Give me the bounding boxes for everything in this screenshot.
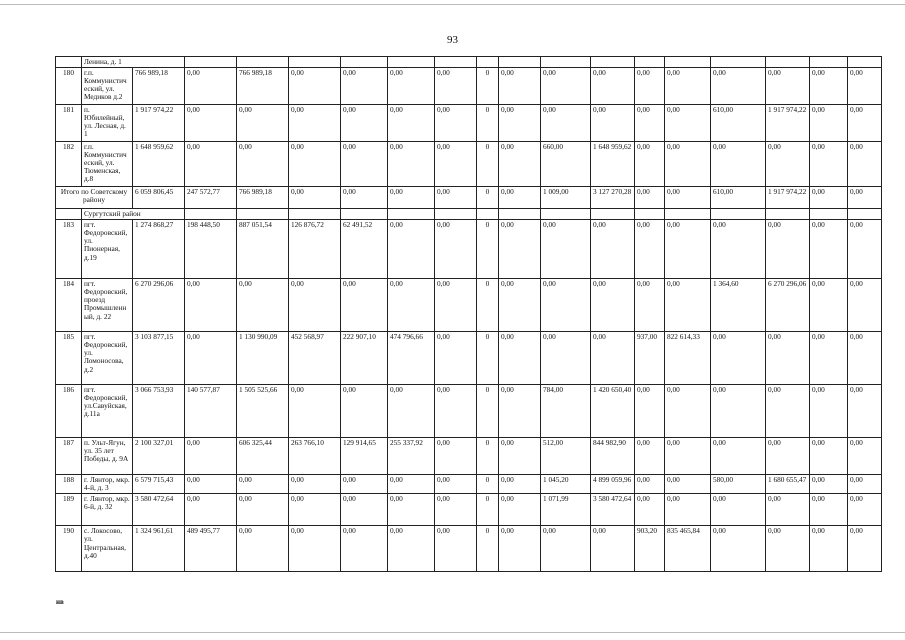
empty-cell bbox=[711, 209, 766, 220]
empty-cell bbox=[341, 209, 388, 220]
empty-cell bbox=[341, 57, 388, 68]
value-cell: 0,00 bbox=[541, 68, 591, 105]
value-cell: 0,00 bbox=[591, 279, 635, 332]
value-cell: 3 580 472,64 bbox=[133, 494, 185, 526]
empty-cell bbox=[388, 209, 435, 220]
value-cell: 0,00 bbox=[341, 187, 388, 209]
value-cell: 1 009,00 bbox=[541, 187, 591, 209]
value-cell: 0,00 bbox=[237, 142, 289, 187]
empty-cell bbox=[237, 57, 289, 68]
value-cell: 784,00 bbox=[541, 385, 591, 438]
table-row bbox=[56, 279, 882, 332]
address-cell: пгт. Федоровский, ул.Савуйская, д.11а bbox=[82, 385, 133, 438]
value-cell: 610,00 bbox=[711, 187, 766, 209]
value-cell: 610,00 bbox=[711, 105, 766, 142]
value-cell: 0,00 bbox=[289, 494, 341, 526]
empty-cell bbox=[388, 57, 435, 68]
value-cell: 0,00 bbox=[810, 187, 848, 209]
empty-cell bbox=[477, 209, 499, 220]
row-number: 180 bbox=[56, 68, 82, 105]
value-cell: 0,00 bbox=[766, 438, 810, 475]
table-row bbox=[56, 438, 882, 475]
value-cell: 0,00 bbox=[665, 475, 711, 494]
empty-cell bbox=[766, 209, 810, 220]
table-row bbox=[56, 142, 882, 187]
value-cell: 0,00 bbox=[289, 142, 341, 187]
value-cell: 0,00 bbox=[848, 438, 882, 475]
value-cell: 0,00 bbox=[388, 68, 435, 105]
empty-cell bbox=[435, 57, 477, 68]
value-cell: 0,00 bbox=[635, 220, 665, 279]
value-cell: 0,00 bbox=[848, 526, 882, 572]
value-cell: 0,00 bbox=[766, 332, 810, 385]
empty-cell bbox=[635, 57, 665, 68]
value-cell: 0,00 bbox=[848, 494, 882, 526]
value-cell: 887 051,54 bbox=[237, 220, 289, 279]
value-cell: 0,00 bbox=[635, 187, 665, 209]
value-cell: 0,00 bbox=[711, 438, 766, 475]
value-cell: 606 325,44 bbox=[237, 438, 289, 475]
value-cell: 0,00 bbox=[435, 187, 477, 209]
value-cell: 0,00 bbox=[388, 105, 435, 142]
value-cell: 1 917 974,22 bbox=[766, 187, 810, 209]
value-cell: 222 907,10 bbox=[341, 332, 388, 385]
value-cell: 0,00 bbox=[435, 68, 477, 105]
value-cell: 0,00 bbox=[289, 475, 341, 494]
value-cell: 0,00 bbox=[341, 494, 388, 526]
value-cell: 0,00 bbox=[388, 187, 435, 209]
value-cell: 0,00 bbox=[665, 187, 711, 209]
value-cell: 1 917 974,22 bbox=[766, 105, 810, 142]
value-cell: 0,00 bbox=[635, 105, 665, 142]
value-cell: 3 127 270,28 bbox=[591, 187, 635, 209]
value-cell: 0,00 bbox=[341, 475, 388, 494]
value-cell: 0 bbox=[477, 438, 499, 475]
value-cell: 0,00 bbox=[635, 494, 665, 526]
value-cell: 0,00 bbox=[435, 332, 477, 385]
value-cell: 0,00 bbox=[810, 475, 848, 494]
row-number: 184 bbox=[56, 279, 82, 332]
value-cell: 1 420 650,40 bbox=[591, 385, 635, 438]
row-number: 190 bbox=[56, 526, 82, 572]
value-cell: 0,00 bbox=[499, 385, 541, 438]
value-cell: 0,00 bbox=[185, 279, 237, 332]
value-cell: 835 465,84 bbox=[665, 526, 711, 572]
empty-cell bbox=[237, 209, 289, 220]
value-cell: 1 648 959,62 bbox=[133, 142, 185, 187]
value-cell: 0,00 bbox=[435, 494, 477, 526]
address-cell: с. Локосово, ул. Центральная, д.40 bbox=[82, 526, 133, 572]
footer-mark: нв bbox=[56, 598, 64, 606]
value-cell: 0,00 bbox=[665, 105, 711, 142]
table-row bbox=[56, 475, 882, 494]
value-cell: 0,00 bbox=[635, 385, 665, 438]
value-cell: 0,00 bbox=[591, 332, 635, 385]
value-cell: 0 bbox=[477, 279, 499, 332]
value-cell: 0,00 bbox=[810, 105, 848, 142]
address-cell: п. Юбилейный, ул. Лесная, д. 1 bbox=[82, 105, 133, 142]
value-cell: 0,00 bbox=[237, 475, 289, 494]
value-cell: 0,00 bbox=[499, 279, 541, 332]
value-cell: 3 580 472,64 bbox=[591, 494, 635, 526]
value-cell: 6 270 296,06 bbox=[766, 279, 810, 332]
value-cell: 0,00 bbox=[810, 220, 848, 279]
empty-cell bbox=[635, 209, 665, 220]
value-cell: 0 bbox=[477, 385, 499, 438]
data-table bbox=[55, 56, 882, 572]
value-cell: 0 bbox=[477, 475, 499, 494]
value-cell: 0,00 bbox=[341, 142, 388, 187]
value-cell: 0 bbox=[477, 526, 499, 572]
value-cell: 0,00 bbox=[711, 68, 766, 105]
table-row bbox=[56, 494, 882, 526]
empty-cell bbox=[289, 57, 341, 68]
value-cell: 0,00 bbox=[635, 68, 665, 105]
value-cell: 0,00 bbox=[810, 279, 848, 332]
value-cell: 0,00 bbox=[665, 385, 711, 438]
value-cell: 903,20 bbox=[635, 526, 665, 572]
value-cell: 0,00 bbox=[810, 438, 848, 475]
value-cell: 0,00 bbox=[665, 494, 711, 526]
page-bottom-edge bbox=[0, 632, 905, 633]
value-cell: 0,00 bbox=[435, 438, 477, 475]
value-cell: 1 505 525,66 bbox=[237, 385, 289, 438]
value-cell: 0,00 bbox=[810, 68, 848, 105]
value-cell: 0,00 bbox=[435, 142, 477, 187]
value-cell: 1 045,20 bbox=[541, 475, 591, 494]
value-cell: 0,00 bbox=[499, 475, 541, 494]
value-cell: 0,00 bbox=[766, 142, 810, 187]
value-cell: 2 100 327,01 bbox=[133, 438, 185, 475]
value-cell: 0 bbox=[477, 105, 499, 142]
value-cell: 0,00 bbox=[766, 385, 810, 438]
value-cell: 822 614,33 bbox=[665, 332, 711, 385]
row-number: 187 bbox=[56, 438, 82, 475]
value-cell: 0,00 bbox=[810, 494, 848, 526]
value-cell: 474 796,66 bbox=[388, 332, 435, 385]
value-cell: 0,00 bbox=[591, 220, 635, 279]
table-row bbox=[56, 220, 882, 279]
value-cell: 6 579 715,43 bbox=[133, 475, 185, 494]
value-cell: 0,00 bbox=[499, 220, 541, 279]
value-cell: 0,00 bbox=[541, 105, 591, 142]
value-cell: 0,00 bbox=[635, 475, 665, 494]
value-cell: 0,00 bbox=[435, 475, 477, 494]
value-cell: 0,00 bbox=[435, 385, 477, 438]
value-cell: 0,00 bbox=[591, 105, 635, 142]
value-cell: 0,00 bbox=[341, 68, 388, 105]
empty-cell bbox=[541, 57, 591, 68]
value-cell: 844 982,90 bbox=[591, 438, 635, 475]
value-cell: 0,00 bbox=[635, 142, 665, 187]
value-cell: 1 364,60 bbox=[711, 279, 766, 332]
value-cell: 0,00 bbox=[810, 385, 848, 438]
value-cell: 3 066 753,93 bbox=[133, 385, 185, 438]
value-cell: 0,00 bbox=[289, 526, 341, 572]
value-cell: 0,00 bbox=[499, 526, 541, 572]
value-cell: 0,00 bbox=[848, 105, 882, 142]
empty-cell bbox=[848, 57, 882, 68]
empty-cell bbox=[477, 57, 499, 68]
total-label: Итого по Советскому району bbox=[56, 187, 133, 209]
value-cell: 0,00 bbox=[388, 475, 435, 494]
value-cell: 0,00 bbox=[237, 279, 289, 332]
value-cell: 580,00 bbox=[711, 475, 766, 494]
value-cell: 0 bbox=[477, 142, 499, 187]
value-cell: 0,00 bbox=[541, 332, 591, 385]
table-row bbox=[56, 526, 882, 572]
value-cell: 0 bbox=[477, 68, 499, 105]
value-cell: 0,00 bbox=[665, 438, 711, 475]
value-cell: 766 989,18 bbox=[237, 68, 289, 105]
address-cell: пгт. Федоровский, ул. Ломоносова, д.2 bbox=[82, 332, 133, 385]
value-cell: 0,00 bbox=[711, 494, 766, 526]
value-cell: 0,00 bbox=[185, 438, 237, 475]
value-cell: 0,00 bbox=[591, 526, 635, 572]
address-cell: г.п. Коммунистический, ул. Медиков д.2 bbox=[82, 68, 133, 105]
value-cell: 0,00 bbox=[711, 142, 766, 187]
value-cell: 62 491,52 bbox=[341, 220, 388, 279]
value-cell: 255 337,92 bbox=[388, 438, 435, 475]
row-number: 181 bbox=[56, 105, 82, 142]
page-top-edge bbox=[0, 4, 905, 5]
empty-cell bbox=[591, 57, 635, 68]
value-cell: 0,00 bbox=[185, 68, 237, 105]
value-cell: 0 bbox=[477, 494, 499, 526]
address-cell: г.п. Коммунистический, ул. Тюменская, д.8 bbox=[82, 142, 133, 187]
value-cell: 0,00 bbox=[341, 105, 388, 142]
value-cell: 0,00 bbox=[665, 142, 711, 187]
section-blank-cell bbox=[56, 209, 82, 220]
value-cell: 4 899 059,96 bbox=[591, 475, 635, 494]
value-cell: 1 071,99 bbox=[541, 494, 591, 526]
value-cell: 0,00 bbox=[289, 385, 341, 438]
empty-cell bbox=[541, 209, 591, 220]
value-cell: 0,00 bbox=[435, 105, 477, 142]
empty-cell bbox=[848, 209, 882, 220]
value-cell: 0,00 bbox=[541, 526, 591, 572]
value-cell: 126 876,72 bbox=[289, 220, 341, 279]
value-cell: 0,00 bbox=[848, 68, 882, 105]
value-cell: 0,00 bbox=[499, 187, 541, 209]
value-cell: 0,00 bbox=[848, 332, 882, 385]
value-cell: 766 989,18 bbox=[133, 68, 185, 105]
value-cell: 0,00 bbox=[635, 279, 665, 332]
address-cell: пгт. Федоровский, проезд Промышленный, д. 22 bbox=[82, 279, 133, 332]
value-cell: 0,00 bbox=[237, 494, 289, 526]
value-cell: 0,00 bbox=[766, 526, 810, 572]
value-cell: 0,00 bbox=[848, 187, 882, 209]
value-cell: 0,00 bbox=[388, 279, 435, 332]
value-cell: 489 495,77 bbox=[185, 526, 237, 572]
value-cell: 0,00 bbox=[766, 220, 810, 279]
empty-cell bbox=[435, 209, 477, 220]
value-cell: 0,00 bbox=[289, 279, 341, 332]
value-cell: 0 bbox=[477, 332, 499, 385]
empty-cell bbox=[810, 57, 848, 68]
value-cell: 6 270 296,06 bbox=[133, 279, 185, 332]
value-cell: 0,00 bbox=[499, 438, 541, 475]
value-cell: 0,00 bbox=[388, 142, 435, 187]
value-cell: 1 274 868,27 bbox=[133, 220, 185, 279]
value-cell: 1 130 990,09 bbox=[237, 332, 289, 385]
value-cell: 0,00 bbox=[185, 332, 237, 385]
value-cell: 0,00 bbox=[848, 142, 882, 187]
value-cell: 0,00 bbox=[810, 526, 848, 572]
value-cell: 0,00 bbox=[810, 142, 848, 187]
value-cell: 0 bbox=[477, 187, 499, 209]
empty-cell bbox=[665, 57, 711, 68]
value-cell: 0,00 bbox=[711, 332, 766, 385]
value-cell: 1 680 655,47 bbox=[766, 475, 810, 494]
empty-cell bbox=[665, 209, 711, 220]
address-cell: п. Ульт-Ягун, ул. 35 лет Победы, д. 9А bbox=[82, 438, 133, 475]
address-cell: г. Лянтор, мкр. 4-й, д. 3 bbox=[82, 475, 133, 494]
empty-cell bbox=[766, 57, 810, 68]
value-cell: 0,00 bbox=[341, 385, 388, 438]
value-cell: 1 917 974,22 bbox=[133, 105, 185, 142]
empty-cell bbox=[499, 209, 541, 220]
table-row bbox=[56, 68, 882, 105]
row-number: 189 bbox=[56, 494, 82, 526]
value-cell: 660,00 bbox=[541, 142, 591, 187]
empty-cell bbox=[185, 57, 237, 68]
value-cell: 0,00 bbox=[185, 494, 237, 526]
value-cell: 129 914,65 bbox=[341, 438, 388, 475]
value-cell: 0,00 bbox=[665, 279, 711, 332]
value-cell: 0,00 bbox=[341, 526, 388, 572]
value-cell: 0,00 bbox=[766, 494, 810, 526]
value-cell: 0,00 bbox=[541, 220, 591, 279]
row-number: 183 bbox=[56, 220, 82, 279]
value-cell: 0,00 bbox=[341, 279, 388, 332]
value-cell: 0,00 bbox=[711, 385, 766, 438]
row-number: 188 bbox=[56, 475, 82, 494]
value-cell: 0,00 bbox=[848, 220, 882, 279]
value-cell: 0 bbox=[477, 220, 499, 279]
value-cell: 0,00 bbox=[499, 494, 541, 526]
value-cell: 0,00 bbox=[289, 105, 341, 142]
value-cell: 0,00 bbox=[435, 526, 477, 572]
value-cell: 0,00 bbox=[541, 279, 591, 332]
address-cell: пгт. Федоровский, ул. Пионерная, д.19 bbox=[82, 220, 133, 279]
value-cell: 0,00 bbox=[185, 105, 237, 142]
value-cell: 0,00 bbox=[499, 332, 541, 385]
value-cell: 0,00 bbox=[289, 68, 341, 105]
value-cell: 766 989,18 bbox=[237, 187, 289, 209]
value-cell: 0,00 bbox=[435, 279, 477, 332]
value-cell: 0,00 bbox=[591, 68, 635, 105]
table-row bbox=[56, 385, 882, 438]
value-cell: 0,00 bbox=[185, 475, 237, 494]
value-cell: 0,00 bbox=[848, 385, 882, 438]
value-cell: 0,00 bbox=[185, 142, 237, 187]
value-cell: 1 648 959,62 bbox=[591, 142, 635, 187]
value-cell: 0,00 bbox=[499, 105, 541, 142]
value-cell: 3 103 877,15 bbox=[133, 332, 185, 385]
value-cell: 0,00 bbox=[499, 68, 541, 105]
value-cell: 512,00 bbox=[541, 438, 591, 475]
value-cell: 0,00 bbox=[665, 68, 711, 105]
table-row bbox=[56, 332, 882, 385]
row-number: 185 bbox=[56, 332, 82, 385]
value-cell: 937,00 bbox=[635, 332, 665, 385]
value-cell: 0,00 bbox=[848, 279, 882, 332]
table-row bbox=[56, 105, 882, 142]
section-blank-cell bbox=[56, 57, 82, 68]
section-row bbox=[56, 209, 882, 220]
value-cell: 0,00 bbox=[665, 220, 711, 279]
row-number: 186 bbox=[56, 385, 82, 438]
value-cell: 6 059 806,45 bbox=[133, 187, 185, 209]
value-cell: 0,00 bbox=[388, 385, 435, 438]
empty-cell bbox=[185, 209, 237, 220]
empty-cell bbox=[810, 209, 848, 220]
value-cell: 0,00 bbox=[499, 142, 541, 187]
section-label: Сургутский район bbox=[82, 209, 185, 220]
empty-cell bbox=[591, 209, 635, 220]
value-cell: 247 572,77 bbox=[185, 187, 237, 209]
value-cell: 0,00 bbox=[289, 187, 341, 209]
value-cell: 0,00 bbox=[388, 494, 435, 526]
row-number: 182 bbox=[56, 142, 82, 187]
value-cell: 0,00 bbox=[635, 438, 665, 475]
table-body bbox=[56, 57, 882, 572]
value-cell: 0,00 bbox=[435, 220, 477, 279]
section-row bbox=[56, 57, 882, 68]
value-cell: 0,00 bbox=[766, 68, 810, 105]
empty-cell bbox=[289, 209, 341, 220]
value-cell: 0,00 bbox=[711, 220, 766, 279]
value-cell: 0,00 bbox=[237, 526, 289, 572]
value-cell: 0,00 bbox=[388, 220, 435, 279]
value-cell: 452 568,97 bbox=[289, 332, 341, 385]
value-cell: 0,00 bbox=[848, 475, 882, 494]
value-cell: 0,00 bbox=[237, 105, 289, 142]
value-cell: 198 448,50 bbox=[185, 220, 237, 279]
value-cell: 263 766,10 bbox=[289, 438, 341, 475]
section-label: Ленина, д. 1 bbox=[82, 57, 185, 68]
value-cell: 140 577,87 bbox=[185, 385, 237, 438]
value-cell: 0,00 bbox=[388, 526, 435, 572]
value-cell: 1 324 961,61 bbox=[133, 526, 185, 572]
value-cell: 0,00 bbox=[711, 526, 766, 572]
address-cell: г. Лянтор, мкр. 6-й, д. 32 bbox=[82, 494, 133, 526]
page-number: 93 bbox=[447, 34, 458, 46]
value-cell: 0,00 bbox=[810, 332, 848, 385]
empty-cell bbox=[711, 57, 766, 68]
total-row bbox=[56, 187, 882, 209]
empty-cell bbox=[499, 57, 541, 68]
